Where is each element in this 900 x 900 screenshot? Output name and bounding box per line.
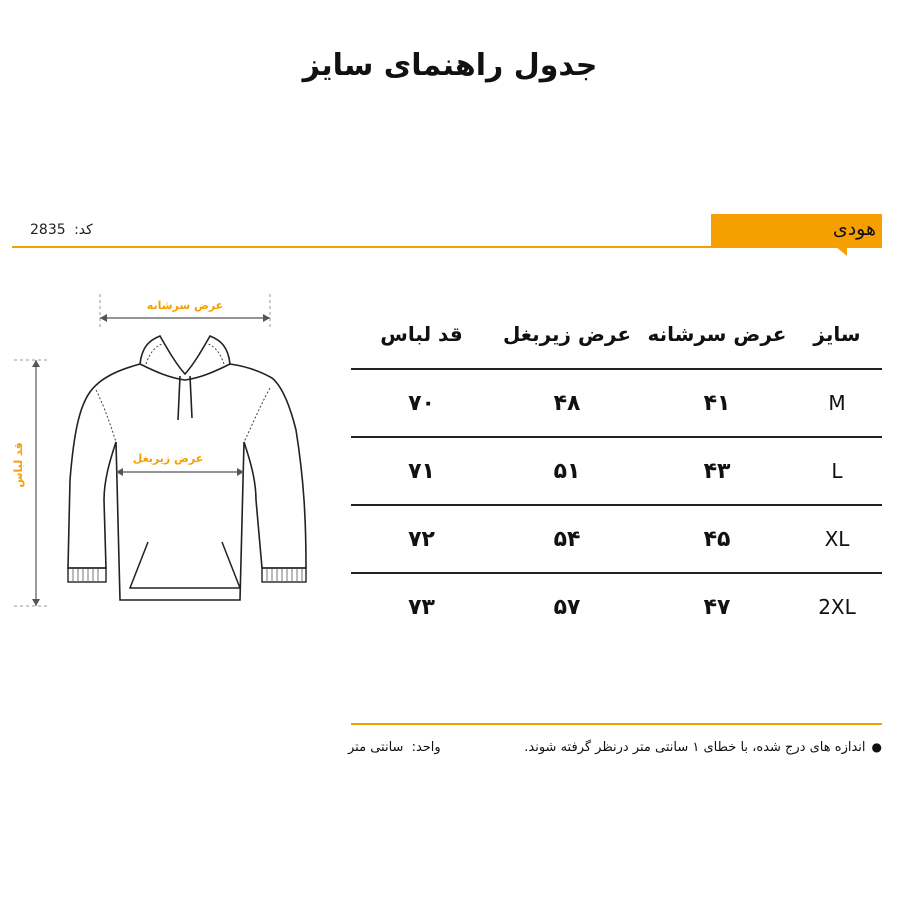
length-dim-arrow-bottom: [32, 599, 40, 606]
armpit-cell: ۵۴: [492, 505, 642, 573]
armpit-cell: ۵۱: [492, 437, 642, 505]
header-armpit-width: عرض زیربغل: [492, 300, 642, 369]
length-cell: ۷۳: [408, 594, 435, 620]
shoulder-dim-arrow-left: [100, 314, 107, 322]
table-row: [351, 505, 882, 573]
cuff-right: [262, 568, 306, 582]
table-row: [351, 369, 882, 437]
hoodie-outline: [68, 364, 306, 600]
hood-stitch-left: [146, 344, 162, 364]
length-cell: ۷۰: [351, 369, 492, 437]
shoulder-cell: ۴۱: [642, 369, 792, 437]
armpit-cell: ۴۸: [492, 369, 642, 437]
hoodie-illustration: [0, 280, 340, 620]
hood-stitch-right: [208, 344, 224, 364]
shoulder-cell: ۴۳: [642, 437, 792, 505]
hood-outline: [140, 336, 230, 374]
shoulder-cell: ۴۷: [703, 594, 731, 620]
size-cell: XL: [792, 505, 882, 573]
drawstring-right: [190, 376, 192, 418]
shoulder-width-label: عرض سرشانه: [146, 299, 224, 312]
length-dim-arrow-top: [32, 360, 40, 367]
table-row: [351, 573, 882, 640]
sleeve-seam-left: [96, 390, 116, 442]
product-code: [30, 222, 93, 238]
kangaroo-pocket: [130, 542, 240, 588]
header-size: سایز: [792, 300, 882, 369]
unit-label: واحد:: [411, 740, 441, 755]
footer-rule: [351, 723, 882, 725]
bullet-icon: ●: [871, 740, 882, 754]
garment-length-label: قد لباس: [12, 442, 25, 488]
product-type: هودی: [832, 218, 876, 240]
tolerance-note: [524, 740, 882, 755]
length-cell: ۷۲: [351, 505, 492, 573]
table-header-row: [351, 300, 882, 369]
code-label: کد:: [74, 222, 93, 238]
code-value: 2835: [30, 222, 66, 238]
shoulder-cell: ۴۵: [642, 505, 792, 573]
header-rule: [12, 246, 882, 248]
shoulder-dim-arrow-right: [263, 314, 270, 322]
table-row: [351, 437, 882, 505]
length-cell: ۷۱: [351, 437, 492, 505]
drawstring-left: [178, 376, 180, 420]
size-cell: M: [792, 369, 882, 437]
armpit-width-label: عرض زیربغل: [132, 452, 204, 465]
ribbon-tail: [835, 246, 847, 256]
cuff-left: [68, 568, 106, 582]
header-shoulder-width: عرض سرشانه: [642, 300, 792, 369]
size-cell: 2XL: [818, 595, 856, 619]
page-title: جدول راهنمای سایز: [302, 48, 598, 83]
cuff-ribbing: [73, 569, 302, 581]
size-cell: L: [792, 437, 882, 505]
armpit-cell: ۵۷: [553, 594, 581, 620]
sleeve-seam-right: [244, 388, 270, 442]
header-garment-length: قد لباس: [351, 300, 492, 369]
unit-value: سانتی متر: [348, 740, 404, 755]
tolerance-note-text: اندازه های درج شده، با خطای ۱ سانتی متر درنظر گرفته شوند.: [524, 740, 866, 755]
unit-note: [348, 740, 441, 755]
size-table: [351, 300, 882, 640]
